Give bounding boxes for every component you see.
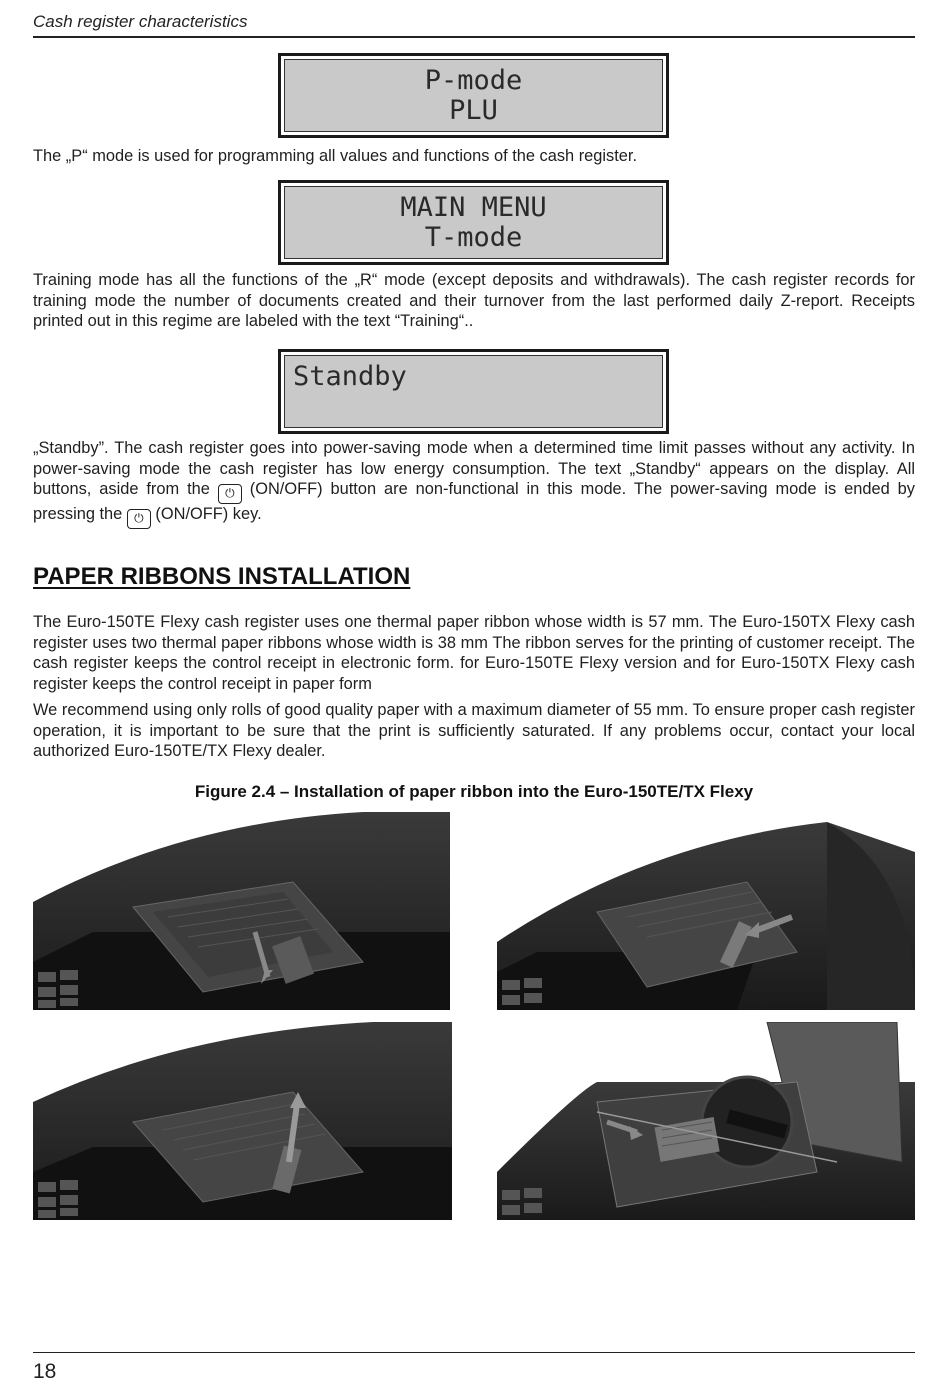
lcd-line-1: MAIN MENU [400,192,547,223]
ribbons-paragraph-2: We recommend using only rolls of good quality paper with a maximum diameter of 55 mm. To ensure proper cash register operation, it is important to be sure that the print is sufficiently saturated. If any problems occur, contact your local authorized Euro-150TE/TX Flexy dealer. [33,701,915,760]
standby-text-2: (ON/OFF) button are non-functional in this mode. The power-saving mode is ended by pressing the [33,480,915,523]
p-mode-paragraph: The „P“ mode is used for programming all values and functions of the cash register. [33,147,638,165]
lcd-line-1: P-mode [424,65,523,96]
page-header [33,12,915,38]
lcd-line-1: Standby [293,361,407,392]
figure-caption: Figure 2.4 – Installation of paper ribbon into the Euro-150TE/TX Flexy [194,782,754,801]
lcd-display-pmode [278,53,669,138]
install-photo-step-2 [497,812,915,1010]
lcd-display-mainmenu [278,180,669,265]
section-title: PAPER RIBBONS INSTALLATION [33,563,411,590]
install-photo-step-3 [33,1022,452,1220]
standby-paragraph [33,438,915,529]
power-icon: ⏻ [127,509,151,529]
lcd-line-2: T-mode [424,222,523,253]
install-photo-step-4 [497,1022,915,1220]
standby-text-3: (ON/OFF) key. [155,505,262,523]
lcd-display-standby [278,349,669,434]
lcd-line-2: PLU [449,95,498,126]
header-title: Cash register characteristics [33,12,248,31]
ribbons-paragraph-1: The Euro-150TE Flexy cash register uses one thermal paper ribbon whose width is 57 mm. The Euro-150TX Flexy cash register uses two thermal paper ribbons whose width is 38 mm The ribbon serves for the printing of customer receipt. The cash register keeps the control receipt in electronic form. for Euro-150TE Flexy version and for Euro-150TX Flexy cash register keeps the control receipt in paper form [33,613,915,693]
page-number: 18 [33,1360,57,1383]
standby-text-1: „Standby”. The cash register goes into power-saving mode when a determined time limit passes without any activity. In power-saving mode the cash register has low energy consumption. The text „Standby“ appears on the display. All buttons, aside from the [33,439,915,498]
training-paragraph: Training mode has all the functions of the „R“ mode (except deposits and withdrawals). The cash register records for training mode the number of documents created and their turnover from the last performed daily Z-report. Receipts printed out in this regime are labeled with the text “Training“.. [33,271,915,330]
install-photo-step-1 [33,812,450,1010]
power-icon: ⏻ [218,484,242,504]
footer-rule [33,1352,915,1353]
